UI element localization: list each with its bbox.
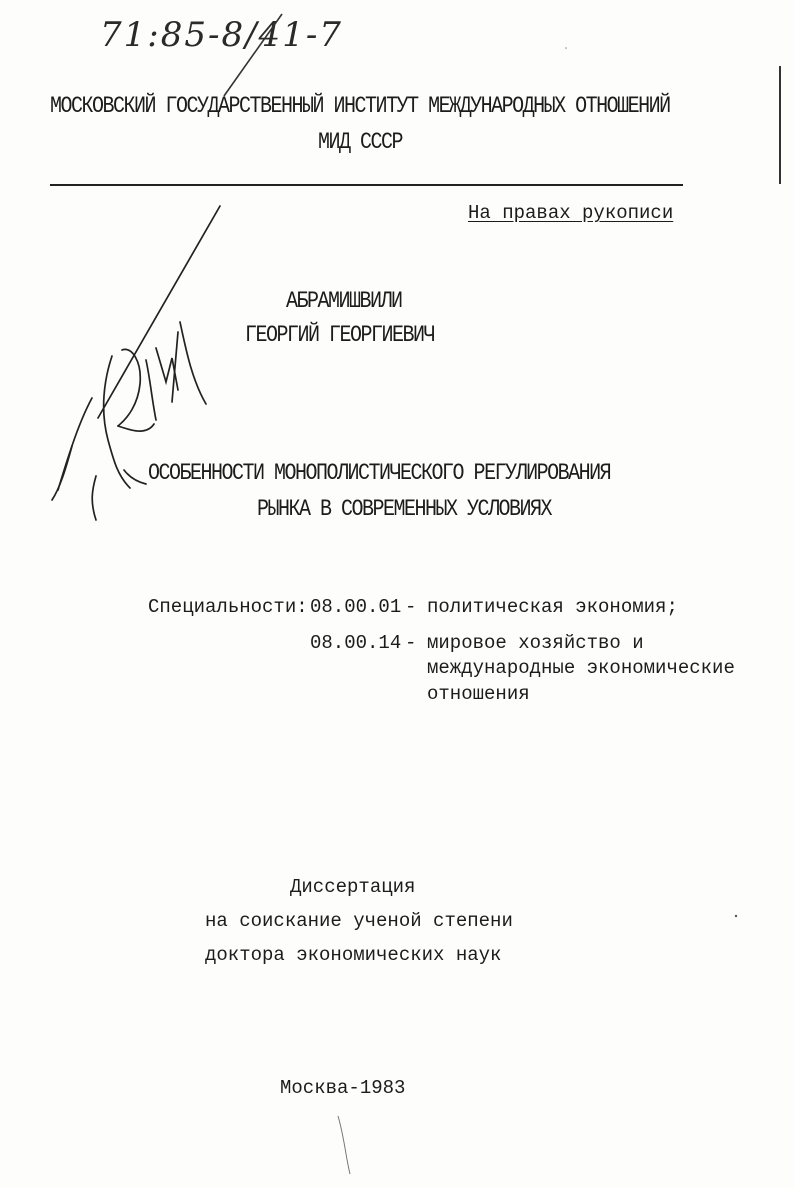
ministry-name: МИД СССР <box>318 129 403 157</box>
specialty-text: мировое хозяйство и <box>427 632 644 654</box>
stray-dot <box>735 915 737 917</box>
stray-pen-mark <box>338 1116 350 1174</box>
author-name: ГЕОРГИЙ ГЕОРГИЕВИЧ <box>245 322 435 350</box>
stray-dot <box>565 47 567 49</box>
specialty-code: 08.00.14 <box>310 632 402 654</box>
archive-code: 71:85-8/41-7 <box>100 15 343 55</box>
specialty-code: 08.00.01 <box>310 596 402 618</box>
degree-line-1: Диссертация <box>290 876 416 898</box>
author-signature <box>52 206 220 520</box>
specialties-label: Специальности: <box>148 596 308 618</box>
title-line-1: ОСОБЕННОСТИ МОНОПОЛИСТИЧЕСКОГО РЕГУЛИРОВАНИЯ <box>148 460 611 488</box>
institute-name: МОСКОВСКИЙ ГОСУДАРСТВЕННЫЙ ИНСТИТУТ МЕЖДУНАРОДНЫХ ОТНОШЕНИЙ <box>50 93 670 121</box>
specialty-text-continued: отношения <box>427 683 530 705</box>
specialty-dash: - <box>405 632 417 654</box>
title-line-2: РЫНКА В СОВРЕМЕННЫХ УСЛОВИЯХ <box>257 496 552 524</box>
specialty-text: политическая экономия; <box>427 596 678 618</box>
degree-line-3: доктора экономических наук <box>205 944 502 966</box>
specialty-text-continued: международные экономические <box>427 657 735 679</box>
manuscript-note: На правах рукописи <box>468 202 674 224</box>
place-year: Москва-1983 <box>280 1077 406 1099</box>
author-surname: АБРАМИШВИЛИ <box>286 288 402 316</box>
archive-slash <box>224 14 282 96</box>
degree-line-2: на соискание ученой степени <box>205 910 513 932</box>
specialty-dash: - <box>405 596 417 618</box>
